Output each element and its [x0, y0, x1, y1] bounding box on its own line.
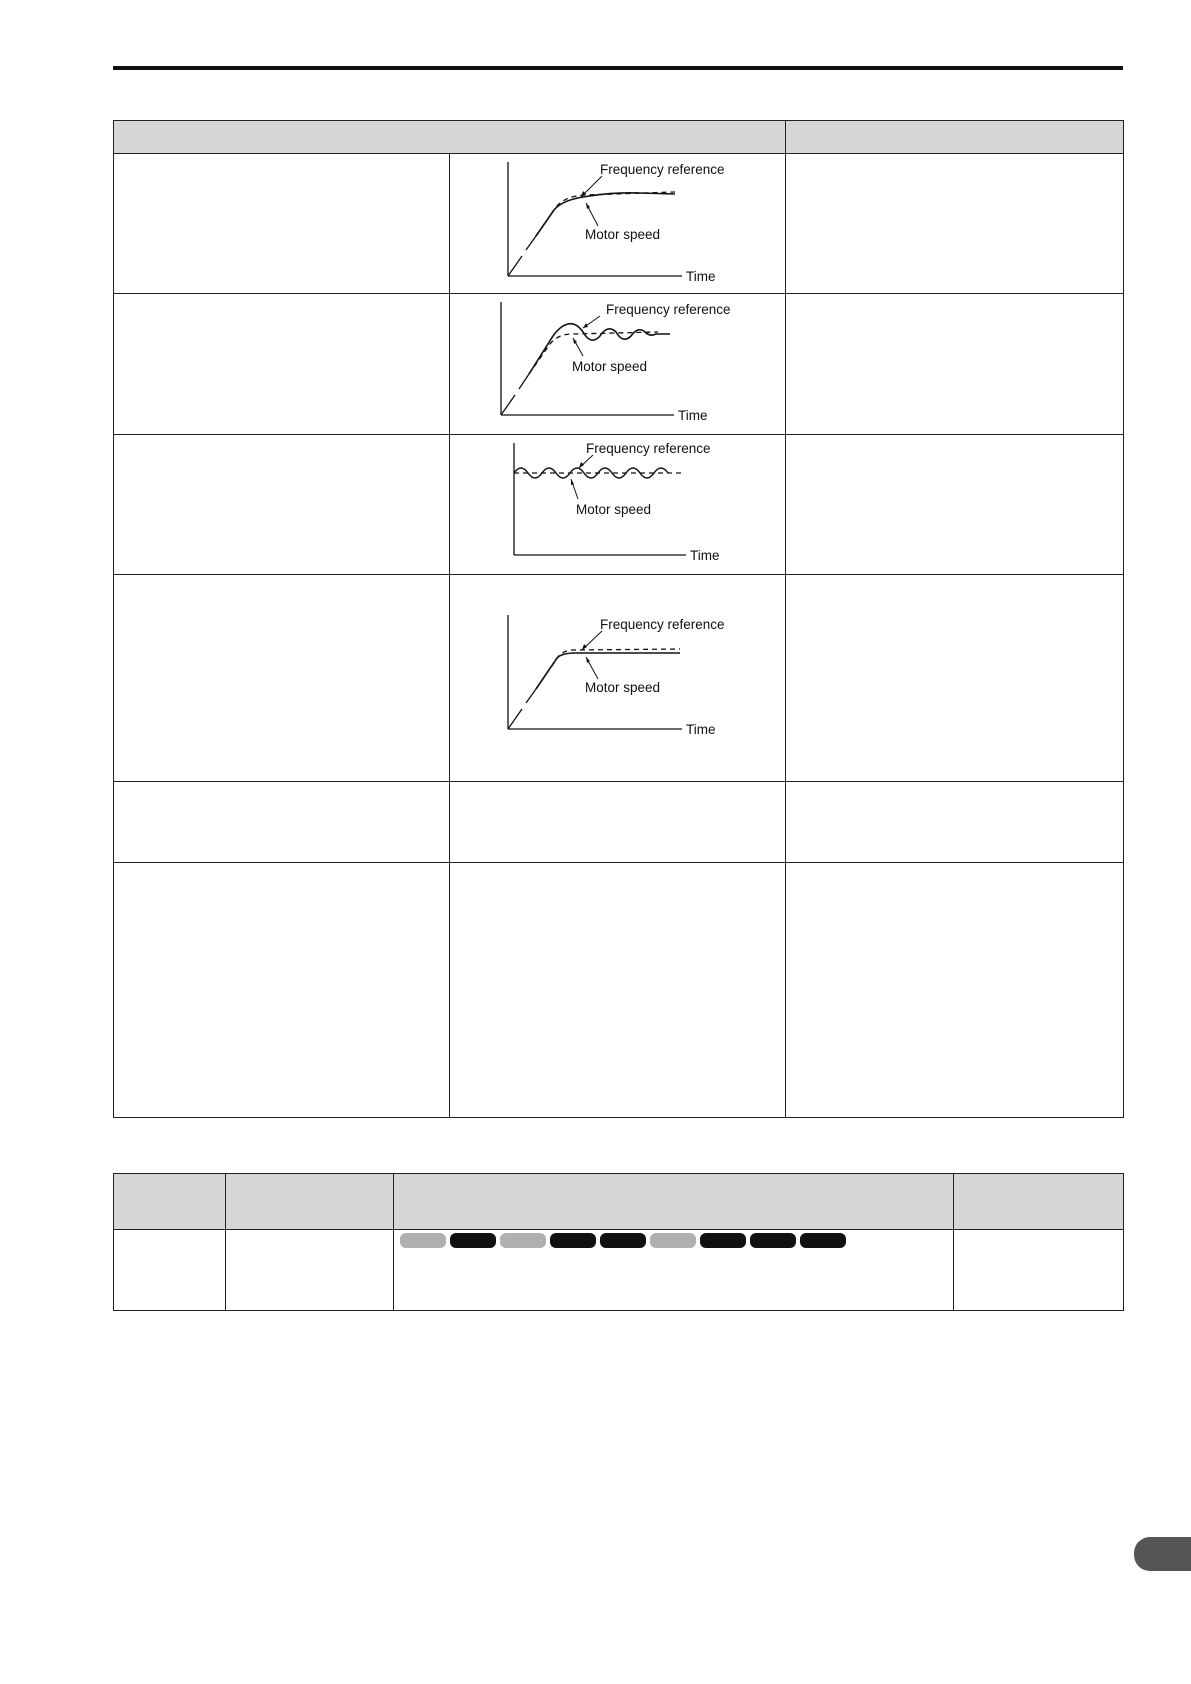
- parameter-table: [113, 1173, 1124, 1311]
- table-cell: [786, 863, 1124, 1118]
- frequency-reference-label: Frequency reference: [600, 617, 725, 632]
- header-cell: [954, 1174, 1124, 1230]
- mode-indicator-pill: [700, 1233, 746, 1248]
- table-row: [114, 154, 1124, 294]
- header-cell: [114, 1174, 226, 1230]
- table-cell: [114, 1230, 226, 1311]
- response-graph-overshoot-small: [450, 154, 784, 293]
- motor-speed-label: Motor speed: [585, 227, 661, 242]
- graph-cell: [450, 294, 786, 435]
- table-cell: [786, 575, 1124, 782]
- table-cell: [114, 782, 450, 863]
- table-cell: [114, 863, 450, 1118]
- mode-indicator-pill: [600, 1233, 646, 1248]
- table-header-row: [114, 1174, 1124, 1230]
- motor-speed-label: Motor speed: [572, 359, 648, 374]
- mode-indicator-pill: [650, 1233, 696, 1248]
- table-cell: [226, 1230, 394, 1311]
- response-graph-slow: [450, 575, 784, 781]
- table-cell: [450, 782, 786, 863]
- graph-cell: [450, 575, 786, 782]
- table-row: [114, 782, 1124, 863]
- table-cell: [114, 435, 450, 575]
- mode-indicator-pill: [800, 1233, 846, 1248]
- motor-speed-label: Motor speed: [576, 502, 652, 517]
- table-cell: [786, 154, 1124, 294]
- time-axis-label: Time: [686, 269, 716, 284]
- frequency-reference-label: Frequency reference: [606, 302, 731, 317]
- table-cell: [786, 782, 1124, 863]
- mode-indicator-pill: [400, 1233, 446, 1248]
- graph-cell: [450, 154, 786, 294]
- table-cell: [786, 435, 1124, 575]
- frequency-reference-label: Frequency reference: [586, 441, 711, 456]
- mode-indicator-pill: [550, 1233, 596, 1248]
- header-cell: [394, 1174, 954, 1230]
- header-cell: [226, 1174, 394, 1230]
- table-cell: [114, 294, 450, 435]
- graph-cell: [450, 435, 786, 575]
- mode-indicator-pill: [750, 1233, 796, 1248]
- table-row: [114, 435, 1124, 575]
- control-mode-indicators: [400, 1233, 953, 1248]
- response-graph-hunting: [450, 435, 784, 574]
- time-axis-label: Time: [678, 408, 708, 423]
- page-tab: [1134, 1537, 1191, 1571]
- response-graph-oscillating: [450, 294, 784, 434]
- time-axis-label: Time: [686, 722, 716, 737]
- table-cell: [114, 575, 450, 782]
- table-row: [114, 863, 1124, 1118]
- table-row: [114, 575, 1124, 782]
- tuning-table: [113, 120, 1124, 1118]
- table-row: [114, 1230, 1124, 1311]
- time-axis-label: Time: [690, 548, 720, 563]
- table-cell: [394, 1230, 954, 1311]
- table-cell: [786, 294, 1124, 435]
- table-cell: [114, 154, 450, 294]
- mode-indicator-pill: [450, 1233, 496, 1248]
- motor-speed-label: Motor speed: [585, 680, 661, 695]
- header-cell: [786, 121, 1124, 154]
- header-rule: [113, 66, 1123, 70]
- table-row: [114, 294, 1124, 435]
- mode-indicator-pill: [500, 1233, 546, 1248]
- table-header-row: [114, 121, 1124, 154]
- table-cell: [450, 863, 786, 1118]
- header-cell: [114, 121, 786, 154]
- table-cell: [954, 1230, 1124, 1311]
- frequency-reference-label: Frequency reference: [600, 162, 725, 177]
